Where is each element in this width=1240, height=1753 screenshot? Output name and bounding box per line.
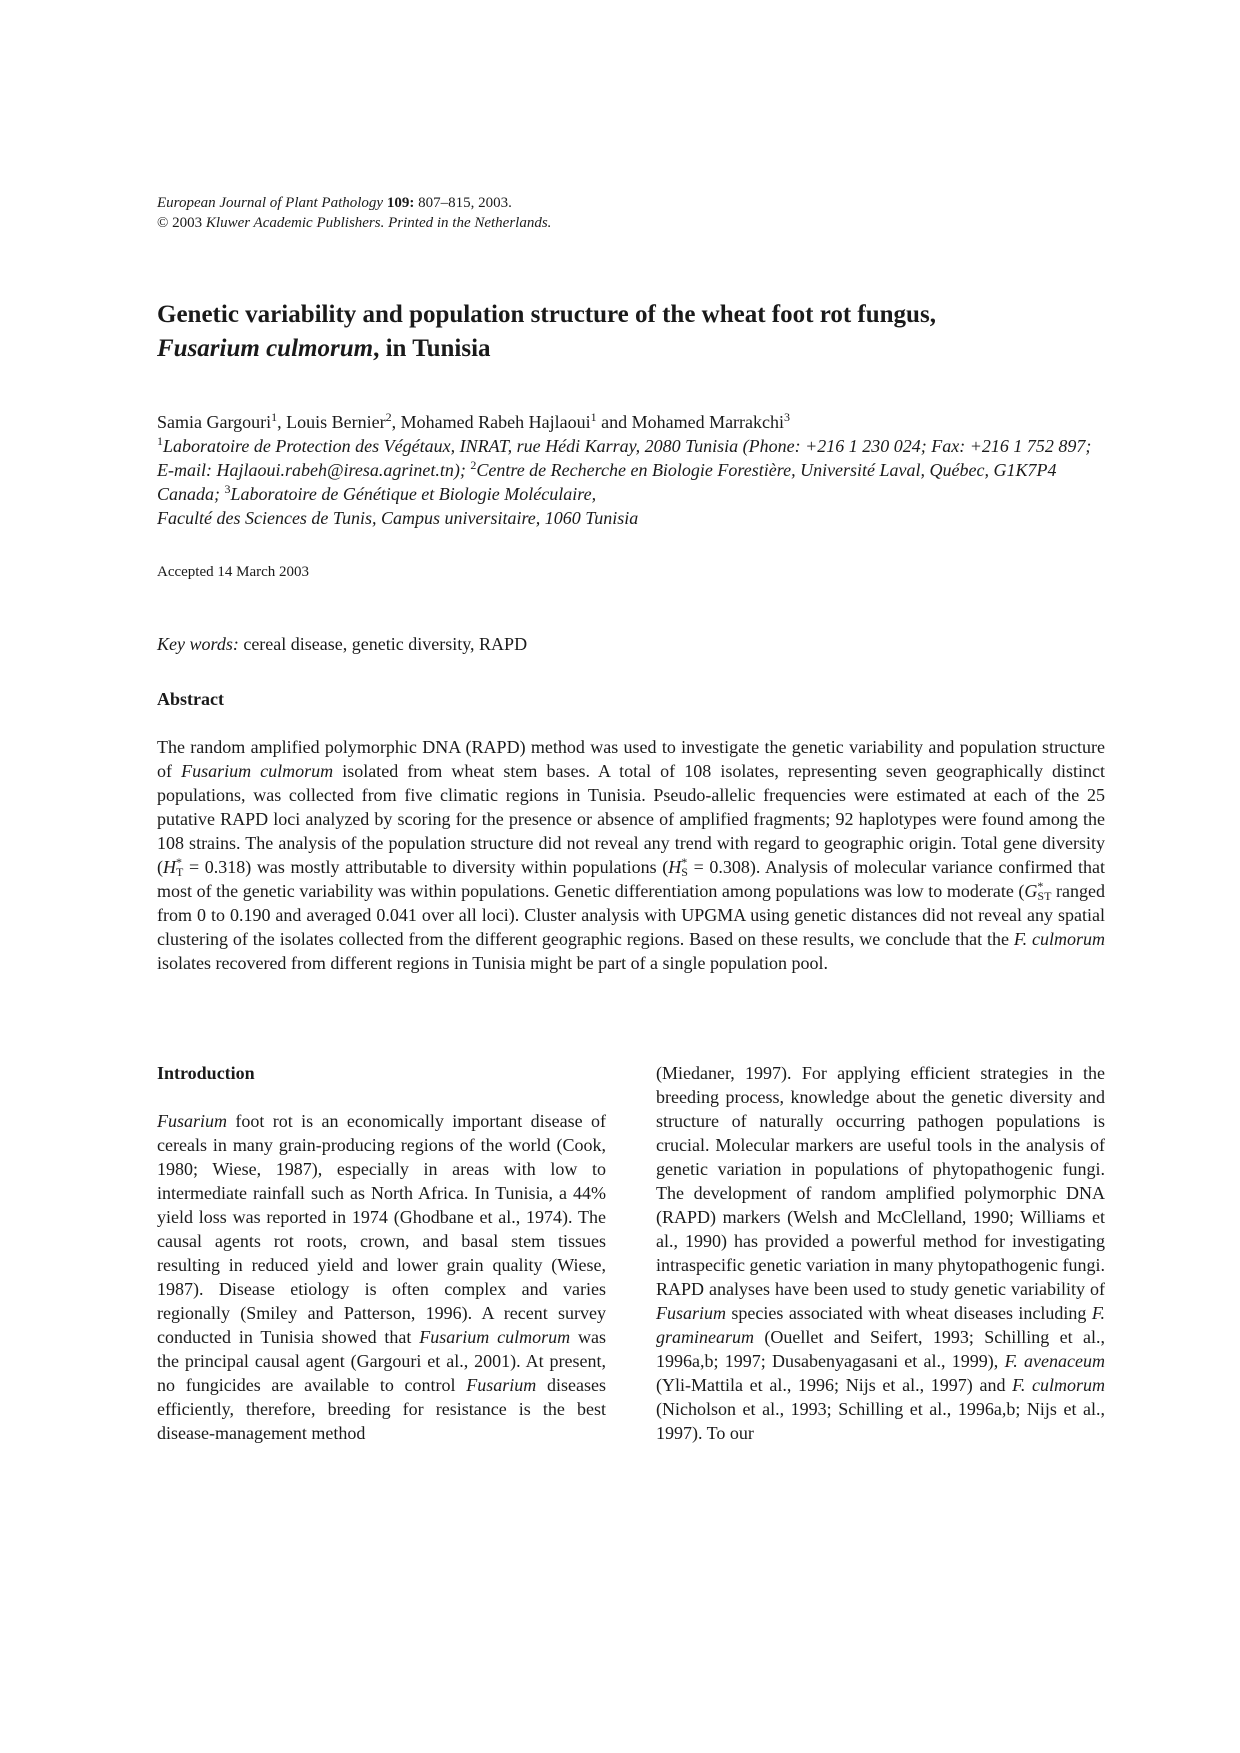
intro-text: diseases efficiently, therefore, breeding for resistance is the best disease-management method xyxy=(157,1375,606,1443)
intro-text: foot rot is an economically important disease of cereals in many grain-producing regions of the world (Cook, 1980; Wiese, 1987), especially in areas with low to intermediate rainfall such as North Africa. In Tunisia, a 44% yield loss was reported in 1974 (Ghodbane et al., 1974). The causal agents rot roots, crown, and basal stem tissues resulting in reduced yield and lower grain quality (Wiese, 1987). Disease etiology is often complex and varies regionally (Smiley and Patterson, 1996). A recent survey conducted in Tunisia showed that xyxy=(157,1111,606,1347)
journal-citation xyxy=(157,193,551,213)
introduction-heading: Introduction xyxy=(157,1063,255,1083)
journal-pages: 807–815, 2003. xyxy=(418,195,512,211)
abstract-part: ranged from 0 to 0.190 and averaged 0.041 over all loci). Cluster analysis with UPGMA using genetic distances did not reveal any spatial clustering of the isolates collected from the different geographic regions. Based on these results, we conclude that the xyxy=(157,881,1106,949)
author-list xyxy=(157,410,790,434)
stat-symbol: G xyxy=(1024,881,1038,901)
affil-1-marker: 1 xyxy=(157,434,163,448)
author-1: Samia Gargouri xyxy=(157,412,272,432)
journal-name: European Journal of Plant Pathology xyxy=(157,195,384,211)
intro-text: (Ouellet and Seifert, 1993; Schilling et al., 1996a,b; 1997; Dusabenyagasani et al., 1999), xyxy=(656,1327,1105,1371)
stat-symbol: H xyxy=(163,857,176,877)
intro-text: was the principal causal agent (Gargouri et al., 2001). At present, no fungicides are available to control xyxy=(157,1327,606,1395)
abstract-text xyxy=(157,735,1105,975)
abstract-part: isolates recovered from different regions in Tunisia might be part of a single population pool. xyxy=(157,953,829,973)
body-column-left xyxy=(157,1061,606,1445)
species-name: F. graminearum xyxy=(656,1303,1105,1347)
copyright-line xyxy=(157,213,551,233)
author-3: , Mohamed Rabeh Hajlaoui xyxy=(391,412,591,432)
publisher-line: Kluwer Academic Publishers. Printed in the Netherlands. xyxy=(205,215,552,231)
journal-header xyxy=(157,193,551,233)
affil-1-text: Laboratoire de Protection des Végétaux, INRAT, rue Hédi Karray, 2080 Tunisia (Phone: +216 1 230 024; Fax: +216 1 752 897; E-mail: Hajlaoui.rabeh@iresa.agrinet.tn); xyxy=(157,436,1092,480)
keywords-label: Key words: xyxy=(157,634,239,654)
title-line-2: , in Tunisia xyxy=(373,335,491,362)
abstract-part: isolated from wheat stem bases. A total of 108 isolates, representing seven geographically distinct populations, was collected from five climatic regions in Tunisia. Pseudo-allelic frequencies were estimated at each of the 25 putative RAPD loci analyzed by scoring for the presence or absence of amplified fragments; 92 haplotypes were found among the 108 strains. The analysis of the population structure did not reveal any trend with regard to geographic origin. Total gene diversity ( xyxy=(157,761,1106,877)
keywords-text: cereal disease, genetic diversity, RAPD xyxy=(238,634,528,654)
affiliations xyxy=(157,434,1105,530)
author-3-affil: 1 xyxy=(590,410,597,424)
stat-sub: ST xyxy=(1037,889,1052,903)
author-2: , Louis Bernier xyxy=(277,412,386,432)
stat-sub: S xyxy=(681,865,688,879)
accepted-date: Accepted 14 March 2003 xyxy=(157,564,310,580)
author-2-affil: 2 xyxy=(385,410,392,424)
affil-3-marker: 3 xyxy=(224,482,231,496)
stat-sup: * xyxy=(681,855,688,869)
introduction-paragraph xyxy=(157,1109,606,1445)
author-4: and Mohamed Marrakchi xyxy=(596,412,785,432)
title-line-1: Genetic variability and population structure of the wheat foot rot fungus, xyxy=(157,301,936,328)
author-4-affil: 3 xyxy=(784,410,791,424)
species-name: Fusarium culmorum xyxy=(419,1327,571,1347)
journal-volume: 109: xyxy=(386,195,415,211)
copyright-year: © 2003 xyxy=(157,215,203,231)
paper-title xyxy=(157,298,1105,366)
introduction-paragraph-cont xyxy=(656,1061,1105,1445)
intro-text: (Nicholson et al., 1993; Schilling et al., 1996a,b; Nijs et al., 1997). To our xyxy=(656,1399,1105,1443)
stat-sup: * xyxy=(176,855,182,869)
species-name: F. culmorum xyxy=(1012,1375,1105,1395)
stat-symbol: H xyxy=(668,857,682,877)
intro-text: species associated with wheat diseases including xyxy=(726,1303,1092,1323)
affil-2-marker: 2 xyxy=(470,458,477,472)
abstract-part: = 0.308). Analysis of molecular variance confirmed that most of the genetic variability was within populations. Genetic differentiation among populations was low to moderate ( xyxy=(157,857,1105,901)
abstract-heading: Abstract xyxy=(157,689,224,709)
stat-sup: * xyxy=(1037,879,1044,893)
abstract-species: F. culmorum xyxy=(1013,929,1105,949)
affil-3-text-cont: Faculté des Sciences de Tunis, Campus universitaire, 1060 Tunisia xyxy=(157,508,639,528)
stat-sub: T xyxy=(176,865,184,879)
abstract-species: Fusarium culmorum xyxy=(181,761,334,781)
species-name: F. avenaceum xyxy=(1004,1351,1106,1371)
intro-text: (Yli-Mattila et al., 1996; Nijs et al., 1997) and xyxy=(656,1375,1013,1395)
abstract-part: = 0.318) was mostly attributable to diversity within populations ( xyxy=(183,857,669,877)
abstract-part: The random amplified polymorphic DNA (RAPD) method was used to investigate the genetic variability and population structure of xyxy=(157,737,1105,781)
affil-2-text: Centre de Recherche en Biologie Forestière, Université Laval, Québec, G1K7P4 Canada; xyxy=(157,460,1057,504)
title-species: Fusarium culmorum xyxy=(157,335,374,362)
author-1-affil: 1 xyxy=(271,410,278,424)
genus-name: Fusarium xyxy=(157,1111,228,1131)
genus-name: Fusarium xyxy=(466,1375,537,1395)
affil-3-text: Laboratoire de Génétique et Biologie Moléculaire, xyxy=(230,484,597,504)
genus-name: Fusarium xyxy=(656,1303,727,1323)
body-column-right xyxy=(656,1061,1105,1445)
keywords xyxy=(157,632,527,656)
intro-text: (Miedaner, 1997). For applying efficient strategies in the breeding process, knowledge about the genetic diversity and structure of naturally occurring pathogen populations is crucial. Molecular markers are useful tools in the analysis of genetic variation in populations of phytopathogenic fungi. The development of random amplified polymorphic DNA (RAPD) markers (Welsh and McClelland, 1990; Williams et al., 1990) has provided a powerful method for investigating intraspecific genetic variation in many phytopathogenic fungi. RAPD analyses have been used to study genetic variability of xyxy=(656,1063,1105,1299)
